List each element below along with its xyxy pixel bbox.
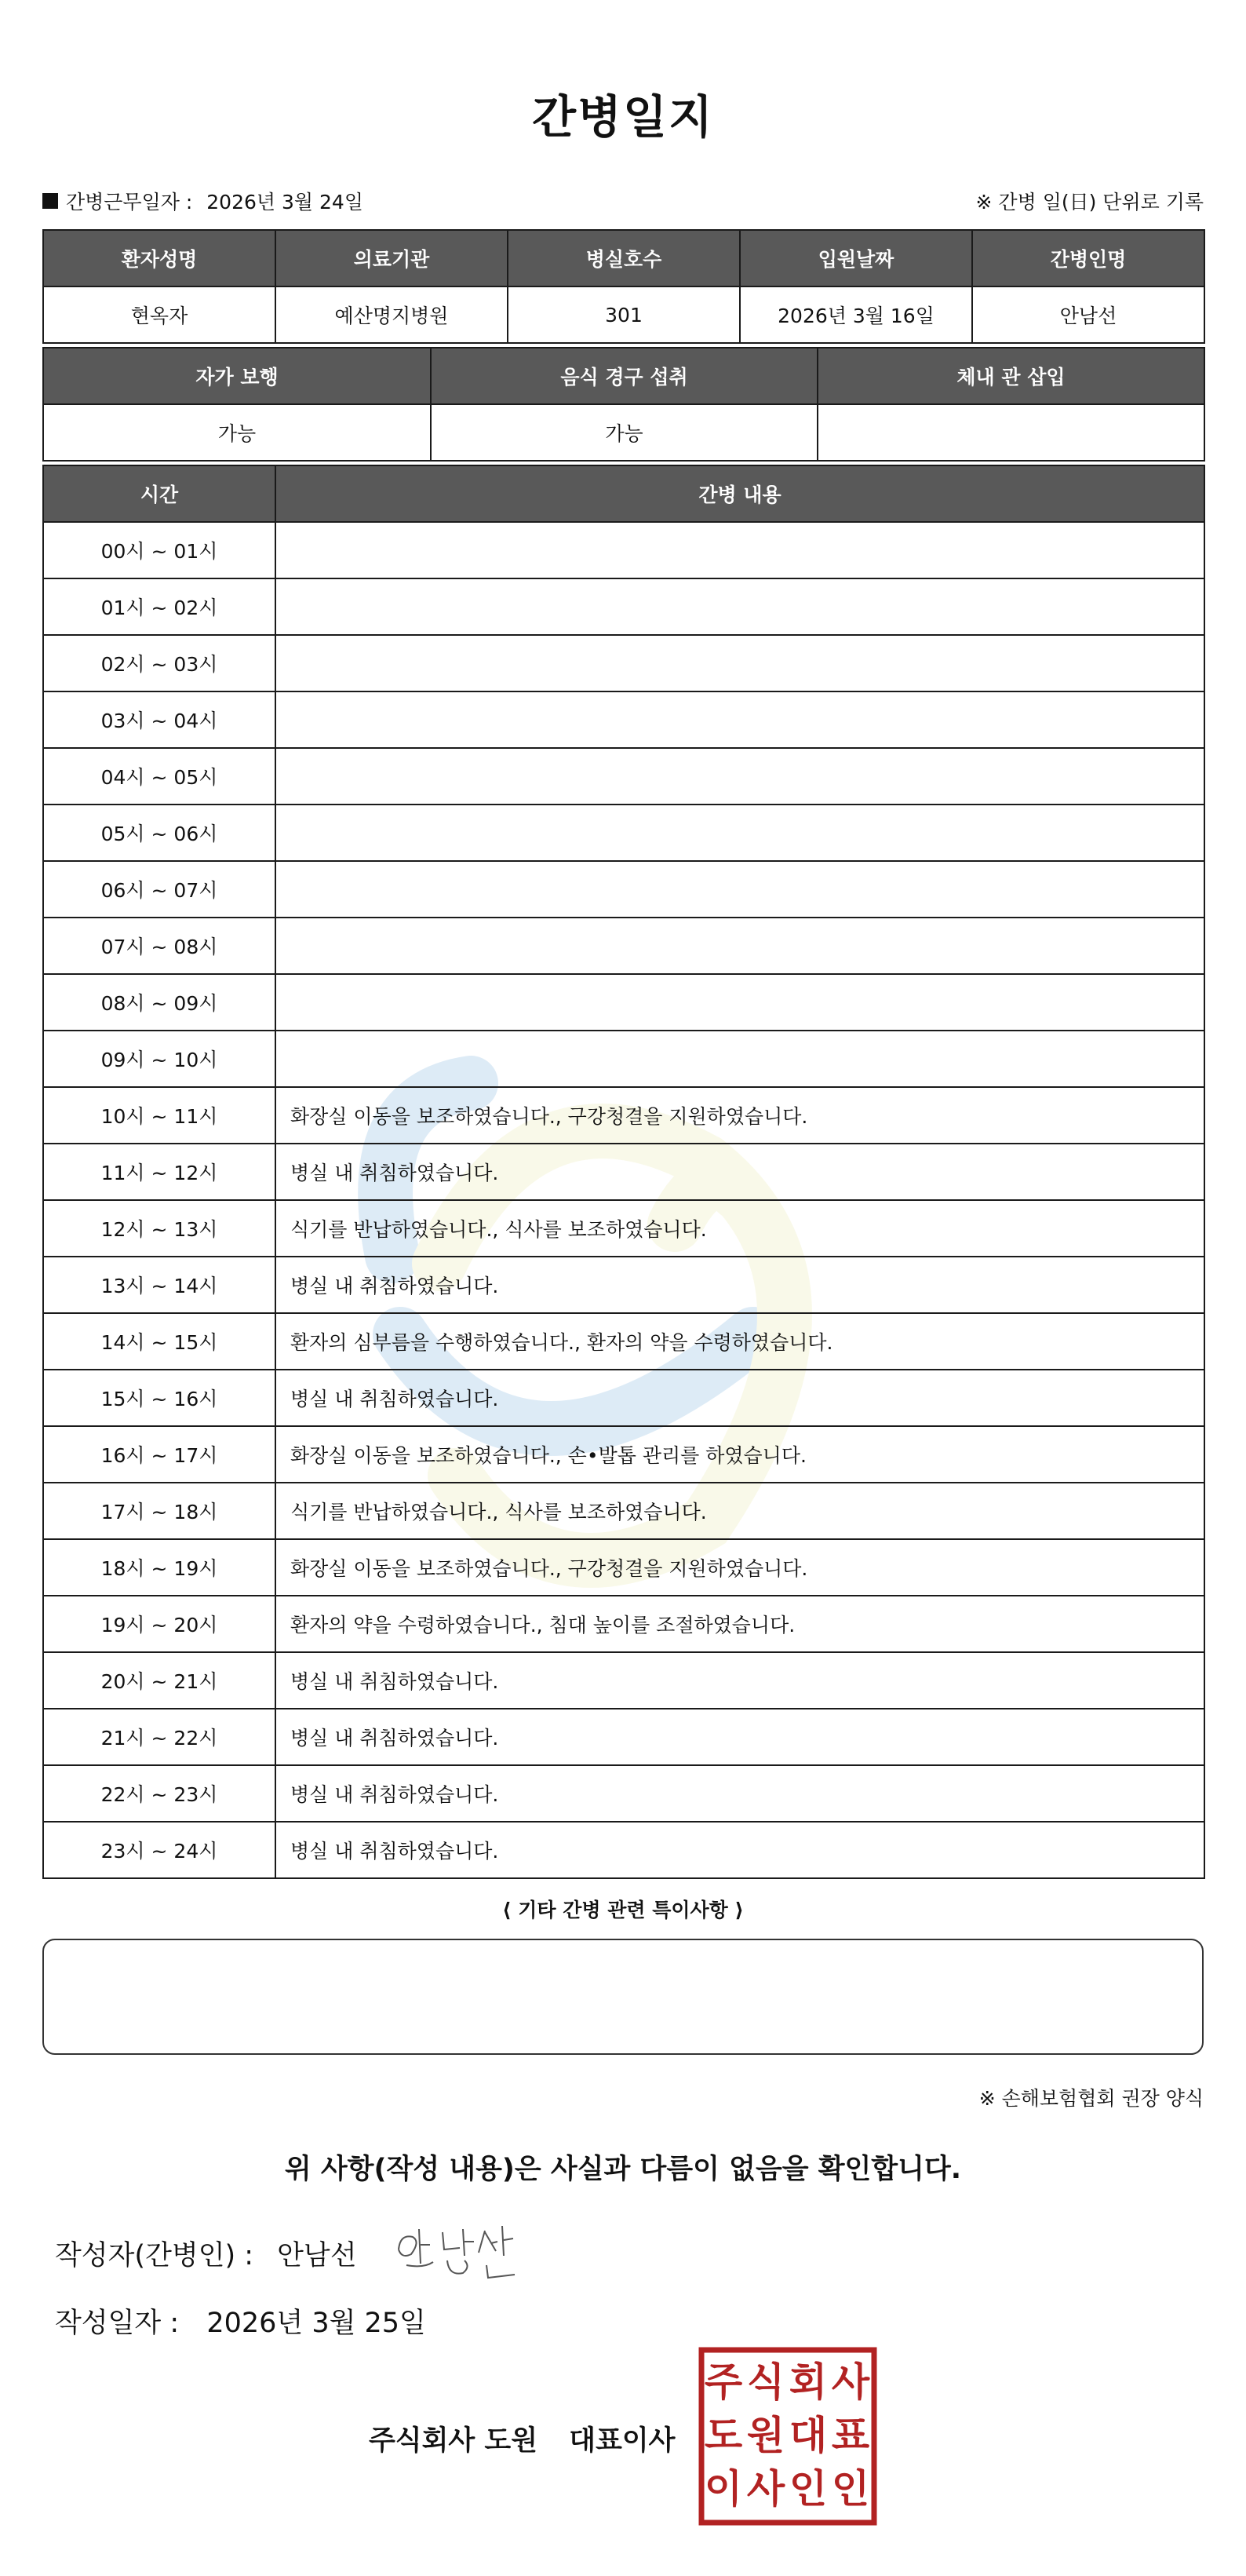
seal-char: 주 — [704, 2359, 743, 2405]
work-date-label: 간병근무일자 : — [66, 191, 193, 213]
care-log-row — [43, 1596, 1204, 1652]
patient-status-table — [42, 347, 1205, 462]
seal-char: 인 — [789, 2466, 828, 2512]
header-patient-name: 환자성명 — [43, 230, 275, 286]
log-time: 19시 ~ 20시 — [43, 1596, 275, 1652]
special-notes-box — [42, 1939, 1204, 2055]
admission-date: 2026년 3월 16일 — [740, 286, 972, 343]
log-time: 04시 ~ 05시 — [43, 748, 275, 805]
care-log-row — [43, 1765, 1204, 1822]
patient-info-value-row — [43, 286, 1204, 343]
care-log-row — [43, 1031, 1204, 1087]
seal-char: 표 — [831, 2413, 870, 2458]
patient-status-header-row — [43, 348, 1204, 404]
log-content — [275, 522, 1204, 578]
meta-row — [42, 187, 1204, 218]
caregiver-name: 안남선 — [972, 286, 1204, 343]
room-number: 301 — [508, 286, 740, 343]
log-content: 병실 내 취침하였습니다. — [275, 1765, 1204, 1822]
seal-char: 사 — [746, 2466, 785, 2512]
log-content — [275, 691, 1204, 748]
care-log-row — [43, 691, 1204, 748]
log-content: 병실 내 취침하였습니다. — [275, 1652, 1204, 1709]
care-log-row — [43, 861, 1204, 918]
log-content: 식기를 반납하였습니다., 식사를 보조하였습니다. — [275, 1200, 1204, 1257]
log-time: 02시 ~ 03시 — [43, 635, 275, 691]
log-time: 06시 ~ 07시 — [43, 861, 275, 918]
care-log-row — [43, 1709, 1204, 1765]
care-log-row — [43, 1652, 1204, 1709]
log-time: 00시 ~ 01시 — [43, 522, 275, 578]
seal-char: 회 — [789, 2359, 828, 2405]
log-content — [275, 974, 1204, 1031]
write-date-value: 2026년 3월 25일 — [206, 2308, 426, 2339]
patient-info-header-row — [43, 230, 1204, 286]
care-log-table — [42, 465, 1205, 1879]
recommended-form-note: ※ 손해보험협회 권장 양식 — [978, 2087, 1204, 2110]
log-content — [275, 635, 1204, 691]
log-content — [275, 1031, 1204, 1087]
work-date — [42, 187, 363, 215]
special-notes-title: ⟨ 기타 간병 관련 특이사항 ⟩ — [502, 1899, 744, 1921]
log-time: 17시 ~ 18시 — [43, 1483, 275, 1539]
care-log-row — [43, 805, 1204, 861]
company-seal-stamp — [698, 2347, 877, 2526]
header-room-number: 병실호수 — [508, 230, 740, 286]
log-time: 08시 ~ 09시 — [43, 974, 275, 1031]
oral-intake: 가능 — [431, 404, 818, 461]
log-time: 15시 ~ 16시 — [43, 1370, 275, 1426]
confirmation-statement: 위 사항(작성 내용)은 사실과 다름이 없음을 확인합니다. — [284, 2154, 962, 2185]
log-content: 식기를 반납하였습니다., 식사를 보조하였습니다. — [275, 1483, 1204, 1539]
seal-char: 도 — [704, 2413, 743, 2458]
care-log-row — [43, 522, 1204, 578]
log-time: 07시 ~ 08시 — [43, 918, 275, 974]
writer-name: 안남선 — [277, 2240, 357, 2271]
hospital: 예산명지병원 — [275, 286, 508, 343]
header-care-content: 간병 내용 — [275, 465, 1204, 522]
care-log-row — [43, 1200, 1204, 1257]
log-content: 환자의 심부름을 수행하였습니다., 환자의 약을 수령하였습니다. — [275, 1313, 1204, 1370]
care-log-row — [43, 974, 1204, 1031]
log-content: 병실 내 취침하였습니다. — [275, 1822, 1204, 1878]
header-caregiver-name: 간병인명 — [972, 230, 1204, 286]
care-log-row — [43, 1313, 1204, 1370]
care-log-row — [43, 1144, 1204, 1200]
log-time: 20시 ~ 21시 — [43, 1652, 275, 1709]
handwritten-signature — [392, 2218, 534, 2289]
log-time: 21시 ~ 22시 — [43, 1709, 275, 1765]
seal-char: 원 — [746, 2413, 785, 2458]
care-log-rows — [43, 522, 1204, 1878]
write-date-line — [55, 2301, 426, 2341]
log-content: 화장실 이동을 보조하였습니다., 구강청결을 지원하였습니다. — [275, 1539, 1204, 1596]
log-content — [275, 748, 1204, 805]
care-log-row — [43, 918, 1204, 974]
log-time: 03시 ~ 04시 — [43, 691, 275, 748]
tube-insertion — [818, 404, 1204, 461]
seal-char: 인 — [831, 2466, 870, 2512]
company-representative: 대표이사 — [569, 2425, 676, 2457]
company-line — [369, 2419, 675, 2458]
log-content — [275, 578, 1204, 635]
self-walking: 가능 — [43, 404, 431, 461]
care-log-row — [43, 1822, 1204, 1878]
care-log-row — [43, 1087, 1204, 1144]
care-log-row — [43, 578, 1204, 635]
log-time: 18시 ~ 19시 — [43, 1539, 275, 1596]
document-title: 간병일지 — [531, 90, 715, 144]
log-time: 11시 ~ 12시 — [43, 1144, 275, 1200]
log-content — [275, 861, 1204, 918]
header-time: 시간 — [43, 465, 275, 522]
log-content — [275, 805, 1204, 861]
log-time: 13시 ~ 14시 — [43, 1257, 275, 1313]
care-log-row — [43, 1483, 1204, 1539]
seal-char: 식 — [746, 2359, 785, 2405]
header-hospital: 의료기관 — [275, 230, 508, 286]
care-log-row — [43, 1539, 1204, 1596]
writer-line — [55, 2234, 357, 2273]
log-time: 10시 ~ 11시 — [43, 1087, 275, 1144]
log-content: 병실 내 취침하였습니다. — [275, 1144, 1204, 1200]
log-content: 병실 내 취침하였습니다. — [275, 1257, 1204, 1313]
log-content — [275, 918, 1204, 974]
write-date-label: 작성일자 : — [55, 2308, 180, 2339]
log-time: 16시 ~ 17시 — [43, 1426, 275, 1483]
log-content: 병실 내 취침하였습니다. — [275, 1709, 1204, 1765]
log-time: 05시 ~ 06시 — [43, 805, 275, 861]
care-log-row — [43, 1426, 1204, 1483]
header-admission-date: 입원날짜 — [740, 230, 972, 286]
care-log-row — [43, 635, 1204, 691]
log-content: 병실 내 취침하였습니다. — [275, 1370, 1204, 1426]
care-log-row — [43, 1257, 1204, 1313]
log-time: 12시 ~ 13시 — [43, 1200, 275, 1257]
log-time: 09시 ~ 10시 — [43, 1031, 275, 1087]
square-bullet-icon — [42, 193, 58, 209]
log-time: 22시 ~ 23시 — [43, 1765, 275, 1822]
record-note: ※ 간병 일(日) 단위로 기록 — [975, 191, 1204, 213]
log-time: 01시 ~ 02시 — [43, 578, 275, 635]
log-content: 화장실 이동을 보조하였습니다., 구강청결을 지원하였습니다. — [275, 1087, 1204, 1144]
patient-status-value-row — [43, 404, 1204, 461]
patient-name: 현옥자 — [43, 286, 275, 343]
seal-char: 사 — [831, 2359, 870, 2405]
care-log-header-row — [43, 465, 1204, 522]
work-date-value: 2026년 3월 24일 — [206, 191, 363, 213]
care-log-row — [43, 748, 1204, 805]
care-log-row — [43, 1370, 1204, 1426]
log-content: 환자의 약을 수령하였습니다., 침대 높이를 조절하였습니다. — [275, 1596, 1204, 1652]
writer-label: 작성자(간병인) : — [55, 2240, 254, 2271]
header-oral-intake: 음식 경구 섭취 — [431, 348, 818, 404]
header-self-walking: 자가 보행 — [43, 348, 431, 404]
log-time: 14시 ~ 15시 — [43, 1313, 275, 1370]
seal-char: 이 — [704, 2466, 743, 2512]
log-content: 화장실 이동을 보조하였습니다., 손•발톱 관리를 하였습니다. — [275, 1426, 1204, 1483]
company-name: 주식회사 도원 — [369, 2425, 538, 2457]
patient-info-table — [42, 229, 1205, 344]
header-tube-insertion: 체내 관 삽입 — [818, 348, 1204, 404]
log-time: 23시 ~ 24시 — [43, 1822, 275, 1878]
seal-char: 대 — [789, 2413, 828, 2458]
